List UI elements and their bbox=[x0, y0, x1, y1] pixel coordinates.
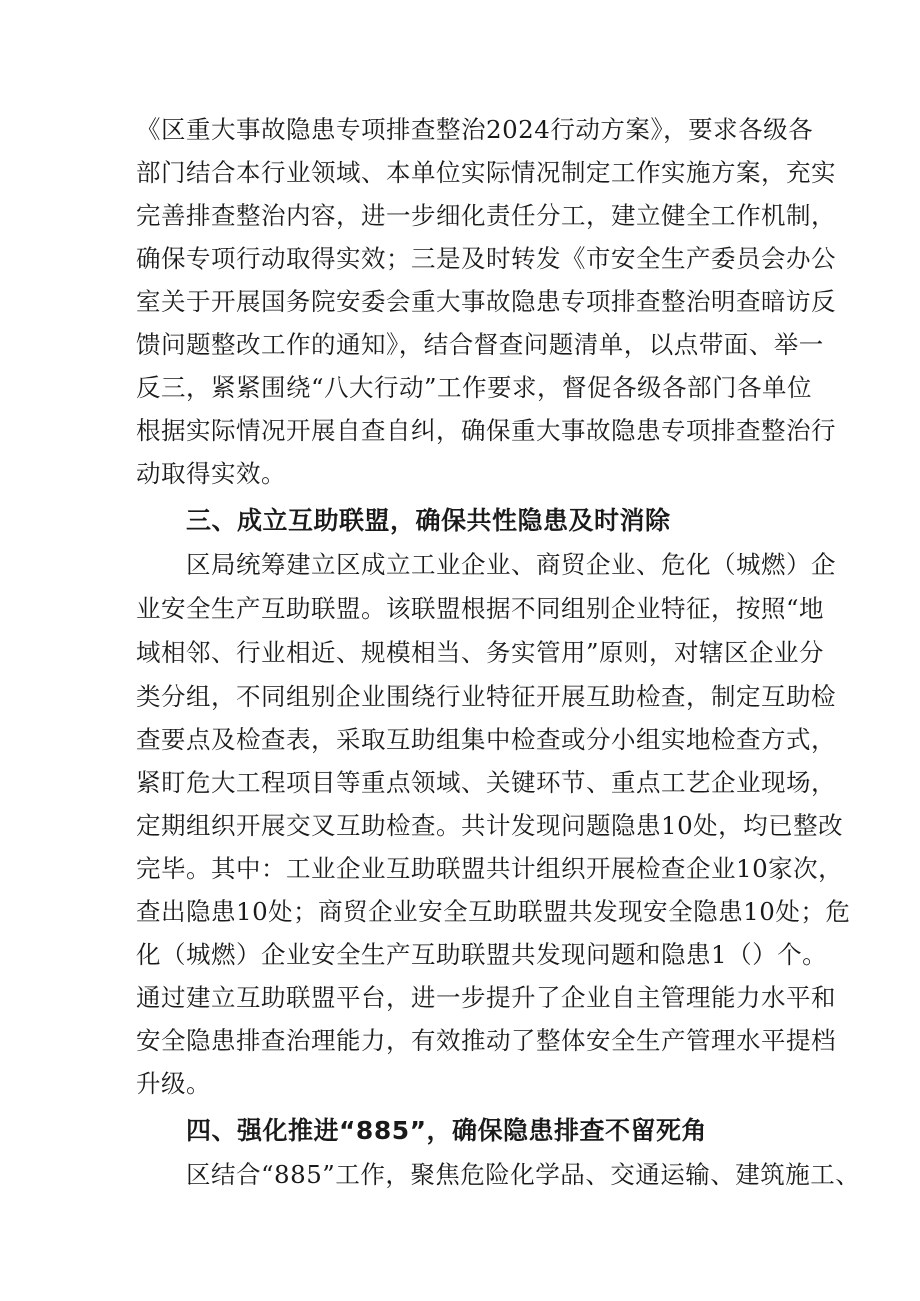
paragraph-1-line-6: 馈问题整改工作的通知》，结合督查问题清单，以点带面、举一 bbox=[136, 330, 824, 359]
section-3-heading: 三、成立互助联盟，确保共性隐患及时消除 bbox=[186, 506, 671, 535]
section-3-line-10: 化（城燃）企业安全生产互助联盟共发现问题和隐患1（）个。 bbox=[136, 940, 828, 969]
section-3-line-6: 紧盯危大工程项目等重点领域、关键环节、重点工艺企业现场， bbox=[136, 768, 836, 797]
section-3-line-3: 域相邻、行业相近、规模相当、务实管用”原则，对辖区企业分 bbox=[136, 638, 825, 667]
paragraph-1-line-2: 部门结合本行业领域、本单位实际情况制定工作实施方案，充实 bbox=[136, 158, 836, 187]
section-4-heading: 四、强化推进“885”，确保隐患排查不留死角 bbox=[186, 1116, 708, 1145]
paragraph-1-line-4: 确保专项行动取得实效；三是及时转发《市安全生产委员会办公 bbox=[136, 244, 836, 273]
paragraph-1-line-3: 完善排查整治内容，进一步细化责任分工，建立健全工作机制， bbox=[136, 201, 836, 230]
section-3-line-2: 业安全生产互助联盟。该联盟根据不同组别企业特征，按照“地 bbox=[136, 594, 825, 623]
section-3-line-1: 区局统筹建立区成立工业企业、商贸企业、危化（城燃）企 bbox=[186, 550, 836, 579]
section-3-line-12: 安全隐患排查治理能力，有效推动了整体安全生产管理水平提档 bbox=[136, 1026, 836, 1055]
section-3-line-13: 升级。 bbox=[136, 1069, 211, 1098]
section-3-line-9: 查出隐患10处；商贸企业安全互助联盟共发现安全隐患10处；危 bbox=[136, 897, 851, 926]
paragraph-1-line-1: 《区重大事故隐患专项排查整治2024行动方案》，要求各级各 bbox=[136, 115, 814, 144]
section-3-line-7: 定期组织开展交叉互助检查。共计发现问题隐患10处，均已整改 bbox=[136, 811, 844, 840]
paragraph-1-line-5: 室关于开展国务院安委会重大事故隐患专项排查整治明查暗访反 bbox=[136, 287, 836, 316]
paragraph-1-line-7: 反三，紧紧围绕“八大行动”工作要求，督促各级各部门各单位 bbox=[136, 373, 813, 402]
section-3-line-8: 完毕。其中：工业企业互助联盟共计组织开展检查企业10家次， bbox=[136, 854, 844, 883]
section-3-line-4: 类分组，不同组别企业围绕行业特征开展互助检查，制定互助检 bbox=[136, 682, 836, 711]
paragraph-1-line-8: 根据实际情况开展自查自纠，确保重大事故隐患专项排查整治行 bbox=[136, 416, 836, 445]
section-3-line-5: 查要点及检查表，采取互助组集中检查或分小组实地检查方式， bbox=[136, 725, 836, 754]
paragraph-1-line-9: 动取得实效。 bbox=[136, 459, 286, 488]
section-4-line-1: 区结合“885”工作，聚焦危险化学品、交通运输、建筑施工、 bbox=[186, 1160, 861, 1189]
section-3-line-11: 通过建立互助联盟平台，进一步提升了企业自主管理能力水平和 bbox=[136, 983, 836, 1012]
